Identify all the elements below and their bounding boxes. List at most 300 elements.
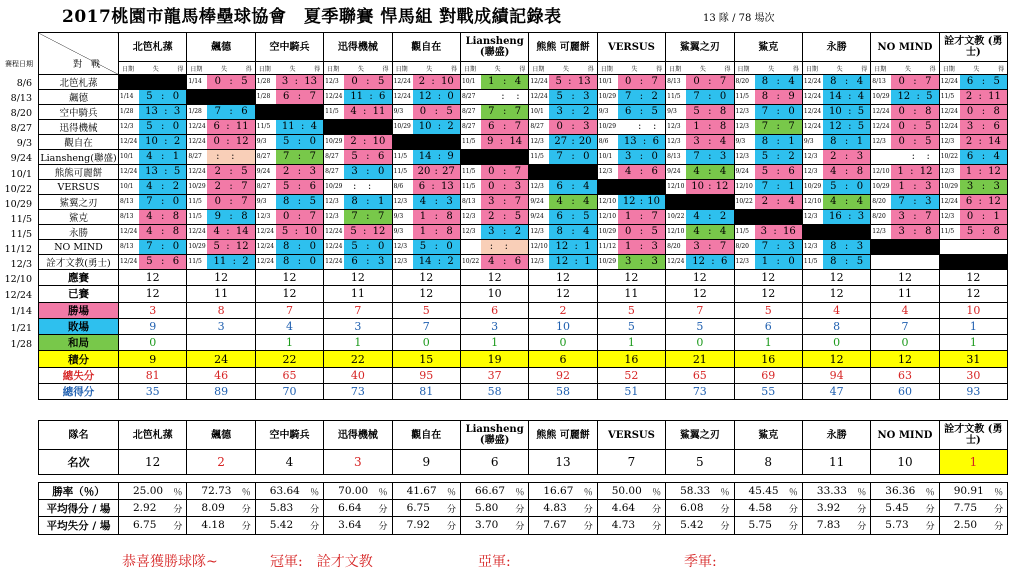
score-sep: : [229, 211, 233, 222]
score-sep: : [367, 181, 372, 192]
pct-unit: 分 [583, 521, 593, 532]
score-lose: 5 [555, 76, 562, 87]
sub-header [324, 62, 392, 75]
score-sep: : [434, 166, 438, 177]
match-date: 8/20 [666, 240, 686, 254]
score-win: 3 [857, 211, 865, 222]
match-date: 12/3 [529, 135, 549, 149]
champion-text: 冠軍: 詮才文教 [270, 554, 373, 570]
pct-unit: 分 [788, 521, 798, 532]
match-cell [597, 90, 665, 105]
score-win: 3 [583, 121, 590, 132]
match-cell [939, 120, 1007, 135]
pct-cell [255, 517, 323, 534]
score-sep: : [366, 151, 370, 162]
score-lose: 5 [830, 181, 837, 192]
match-date: 11/5 [461, 165, 481, 179]
pct-row [39, 483, 1008, 500]
lose-sub-label: 失 [357, 65, 364, 73]
match-score [276, 75, 323, 89]
pct-unit: 分 [446, 521, 456, 532]
match-cell [255, 240, 323, 255]
match-date: 12/24 [529, 90, 549, 104]
score-lose: 14 [418, 151, 432, 162]
stat-value: 16 [734, 351, 802, 367]
score-sep: : [981, 181, 986, 192]
score-win: 2 [172, 181, 180, 192]
schedule-date: 12/3 [10, 259, 32, 271]
pct-label: 平均失分 / 場 [39, 517, 119, 534]
match-cell [392, 165, 460, 180]
score-sep: : [844, 181, 849, 192]
date-sub-label: 日期 [874, 65, 887, 73]
row-team-name: 飆德 [39, 90, 119, 105]
score-sep: : [161, 181, 165, 192]
rank-value: 10 [871, 450, 939, 475]
match-cell [187, 255, 255, 270]
score-lose: 2 [350, 136, 357, 147]
pct-value: 6.75 [133, 518, 157, 531]
match-score [344, 165, 391, 179]
match-date: 9/3 [256, 135, 276, 149]
date-sub-label: 日期 [737, 65, 750, 73]
match-cell [187, 195, 255, 210]
match-cell [324, 210, 392, 225]
score-win: 0 [377, 166, 385, 177]
pct-unit: 分 [652, 504, 662, 515]
pct-unit: 分 [925, 521, 935, 532]
schedule-date: 10/29 [4, 198, 32, 210]
rank-team-name: Liansheng (聯盛) [460, 421, 528, 450]
score-lose: 5 [761, 166, 769, 177]
match-cell [324, 105, 392, 120]
match-cell [802, 150, 870, 165]
match-cell [529, 75, 597, 90]
match-cell [871, 120, 939, 135]
stat-value: 4 [871, 302, 939, 318]
match-cell [324, 75, 392, 90]
score-sep: : [913, 181, 917, 192]
win-sub-label: 得 [587, 65, 594, 73]
lose-sub-label: 失 [631, 65, 638, 73]
stat-value: 12 [255, 286, 323, 302]
match-date: 9/3 [393, 105, 413, 119]
match-score [139, 225, 186, 239]
date-sub-label: 日期 [122, 65, 135, 73]
match-date: 12/24 [256, 225, 276, 239]
match-date: 12/3 [735, 150, 755, 164]
pct-cell [666, 500, 734, 517]
team-header: 空中騎兵 [255, 33, 323, 62]
score-lose: 3 [556, 106, 563, 117]
match-score [891, 225, 938, 239]
score-sep: : [164, 136, 168, 147]
pct-unit: 分 [720, 521, 730, 532]
score-win: 4 [719, 166, 727, 177]
match-date: 12/3 [666, 120, 686, 134]
date-sub-label: 日期 [669, 65, 682, 73]
score-sep: : [711, 256, 715, 267]
score-win: 1 [172, 151, 180, 162]
match-cell [666, 135, 734, 150]
sub-header [187, 62, 255, 75]
lose-sub-label: 失 [563, 65, 570, 73]
score-win: 0 [309, 136, 316, 147]
match-score [344, 240, 391, 254]
lose-sub-label: 失 [768, 65, 775, 73]
ranking-table [38, 420, 1008, 475]
score-sep: : [639, 76, 644, 87]
pct-cell [802, 517, 870, 534]
match-score [276, 240, 323, 254]
match-score [823, 135, 870, 149]
self-cell [939, 255, 1007, 270]
corner-cell [39, 33, 119, 75]
match-score [139, 240, 186, 254]
match-score [891, 120, 938, 134]
score-win: 4 [856, 196, 864, 207]
match-cell [119, 180, 187, 195]
team-header: NO MIND [871, 33, 939, 62]
match-score [823, 90, 870, 104]
rank-value: 5 [666, 450, 734, 475]
score-win: 6 [720, 256, 728, 267]
match-cell [802, 165, 870, 180]
score-lose: 1 [419, 226, 427, 237]
score-win: 1 [856, 136, 864, 147]
pct-value: 16.67 [543, 484, 574, 497]
rank-value: 11 [802, 450, 870, 475]
match-cell [734, 180, 802, 195]
match-date: 10/29 [871, 90, 891, 104]
match-score [549, 210, 596, 224]
score-win: 6 [172, 256, 180, 267]
stat-value: 69 [734, 367, 802, 383]
match-cell [529, 90, 597, 105]
score-lose: 13 [145, 106, 158, 117]
pct-cell [392, 517, 460, 534]
score-lose: 7 [898, 196, 905, 207]
match-score [823, 180, 870, 194]
sub-header-row [39, 62, 1008, 75]
match-date: 8/6 [393, 180, 413, 194]
match-cell [187, 240, 255, 255]
win-sub-label: 得 [861, 65, 868, 73]
stat-value: 10 [529, 318, 597, 334]
match-score [344, 210, 391, 224]
score-win: 6 [309, 181, 316, 192]
stat-value: 9 [119, 318, 187, 334]
score-sep: : [571, 211, 575, 222]
sub-header [460, 62, 528, 75]
match-date: 10/29 [940, 180, 960, 194]
matrix-row [39, 165, 1008, 180]
score-lose: 2 [214, 181, 221, 192]
score-lose: 10 [691, 181, 704, 192]
match-score [207, 105, 254, 119]
match-score [276, 180, 323, 194]
score-lose: 8 [761, 91, 769, 102]
score-win: 6 [514, 256, 522, 267]
pct-value: 5.42 [680, 518, 704, 531]
score-sep: : [434, 211, 438, 222]
match-date: 8/13 [119, 195, 139, 209]
score-lose: : [489, 241, 494, 252]
match-score [207, 75, 254, 89]
match-cell [597, 150, 665, 165]
score-lose: 11 [350, 91, 364, 102]
score-sep: : [639, 196, 644, 207]
score-sep: : [362, 226, 367, 237]
match-date: 12/24 [324, 90, 344, 104]
rank-value: 7 [597, 450, 665, 475]
win-sub-label: 得 [382, 65, 389, 73]
score-win: 7 [309, 91, 316, 102]
score-lose: 12 [829, 121, 842, 132]
match-cell [460, 210, 528, 225]
score-sep: : [913, 211, 917, 222]
pct-unit: ％ [515, 487, 525, 498]
score-win: 8 [856, 166, 864, 177]
pct-cell [734, 483, 802, 500]
match-matrix [38, 32, 1008, 400]
match-score [549, 180, 596, 194]
score-lose: 2 [418, 76, 426, 87]
score-win: 7 [377, 211, 385, 222]
match-score [344, 225, 391, 239]
rank-team-name: 觀自在 [392, 421, 460, 450]
row-team-name: 北笆札蓀 [39, 75, 119, 90]
self-cell [802, 225, 870, 240]
pct-unit: 分 [173, 521, 183, 532]
score-lose: 16 [829, 211, 842, 222]
match-date: 11/5 [666, 90, 686, 104]
match-cell [802, 255, 870, 270]
match-score [960, 225, 1007, 239]
score-win: 8 [172, 226, 180, 237]
pct-value: 7.92 [406, 518, 430, 531]
matrix-row [39, 150, 1008, 165]
score-sep: : [297, 196, 302, 207]
matrix-row [39, 210, 1008, 225]
match-date: 10/29 [324, 135, 344, 149]
stat-label: 積分 [39, 351, 119, 367]
score-lose: 4 [146, 211, 153, 222]
score-sep: : [294, 226, 298, 237]
score-win: 0 [651, 151, 658, 162]
match-score [207, 120, 254, 134]
matrix-row [39, 75, 1008, 90]
schedule-date: 9/24 [10, 153, 32, 165]
match-cell [119, 150, 187, 165]
score-win: 8 [719, 106, 727, 117]
match-score [823, 120, 870, 134]
team-header: 熊熊 可麗餅 [529, 33, 597, 62]
match-cell [529, 105, 597, 120]
score-win: 6 [651, 166, 658, 177]
match-cell [597, 210, 665, 225]
schedule-date-header: 賽程日期 [5, 60, 33, 68]
match-cell [187, 210, 255, 225]
match-cell [119, 240, 187, 255]
score-lose: 0 [282, 211, 290, 222]
score-win: 7 [241, 196, 248, 207]
match-cell [187, 225, 255, 240]
pct-unit: ％ [446, 487, 456, 498]
stat-value: 12 [734, 270, 802, 286]
score-sep: : [229, 166, 233, 177]
pct-cell [460, 483, 528, 500]
score-win: 1 [788, 181, 795, 192]
score-win: 8 [925, 226, 932, 237]
pct-unit: 分 [446, 504, 456, 515]
win-sub-label: 得 [519, 65, 526, 73]
rank-team-name: 空中騎兵 [255, 421, 323, 450]
score-win: 5 [993, 76, 1000, 87]
score-sep: : [639, 106, 644, 117]
score-win: 5 [377, 76, 385, 87]
score-lose: 0 [488, 166, 495, 177]
match-score [344, 195, 391, 209]
percentage-table [38, 482, 1008, 535]
match-date: 11/5 [256, 120, 276, 134]
rank-team-name: 飆德 [187, 421, 255, 450]
schedule-date: 1/21 [10, 322, 32, 334]
score-sep: : [499, 136, 504, 147]
score-sep: : [639, 226, 644, 237]
score-lose: 1 [624, 211, 632, 222]
match-score [891, 150, 938, 164]
score-sep: : [226, 136, 230, 147]
pct-value: 33.33 [816, 484, 847, 497]
match-cell [597, 195, 665, 210]
pct-cell [802, 483, 870, 500]
match-date: 9/24 [735, 165, 755, 179]
score-sep: : [574, 256, 578, 267]
score-sep: : [434, 106, 438, 117]
score-lose: 11 [213, 256, 227, 267]
match-date: 10/1 [529, 105, 549, 119]
match-date: 1/28 [119, 105, 139, 119]
third-place-text: 季軍: [684, 554, 717, 570]
team-header: 飆德 [187, 33, 255, 62]
match-date: 10/29 [187, 180, 207, 194]
score-win: : [652, 121, 657, 132]
match-score [618, 225, 665, 239]
match-date: 12/3 [940, 135, 960, 149]
match-score [207, 255, 254, 269]
match-date: 12/24 [187, 120, 207, 134]
score-sep: : [642, 136, 647, 147]
match-date: 12/3 [393, 195, 413, 209]
pct-value: 63.64 [269, 484, 300, 497]
match-score [413, 150, 460, 164]
schedule-date: 12/24 [4, 290, 32, 302]
team-header: 觀自在 [392, 33, 460, 62]
match-cell [939, 225, 1007, 240]
score-lose: 0 [693, 76, 700, 87]
pct-cell [529, 500, 597, 517]
match-date: 9/3 [803, 135, 823, 149]
score-sep: : [226, 121, 230, 132]
schedule-date: 8/13 [10, 93, 32, 105]
score-win: 7 [514, 121, 522, 132]
stat-value: 12 [939, 270, 1007, 286]
score-sep: : [571, 181, 575, 192]
score-lose: 1 [897, 166, 904, 177]
match-score [344, 255, 391, 269]
match-score [207, 195, 254, 209]
match-score [823, 165, 870, 179]
score-sep: : [776, 136, 780, 147]
match-date: 12/3 [119, 120, 139, 134]
schedule-date: 1/28 [10, 338, 32, 350]
match-cell [460, 105, 528, 120]
match-score [207, 210, 254, 224]
stat-value: 12 [871, 270, 939, 286]
score-win: 5 [925, 136, 932, 147]
stat-value: 4 [255, 318, 323, 334]
rank-value: 9 [392, 450, 460, 475]
score-win: 0 [446, 241, 453, 252]
match-cell [392, 90, 460, 105]
match-cell [529, 255, 597, 270]
pct-unit: 分 [994, 504, 1004, 515]
match-date: 12/24 [871, 105, 891, 119]
score-lose: 7 [761, 106, 769, 117]
pct-value: 4.64 [611, 501, 636, 514]
score-sep: : [161, 241, 165, 252]
match-date: 12/10 [666, 180, 686, 194]
match-date: 12/3 [803, 210, 823, 224]
match-score [618, 255, 665, 269]
score-sep: : [297, 136, 302, 147]
match-cell [871, 75, 939, 90]
stat-value: 73 [324, 384, 392, 400]
match-cell [802, 195, 870, 210]
match-date: 11/5 [735, 90, 755, 104]
score-win: 5 [583, 211, 590, 222]
win-sub-label: 得 [450, 65, 457, 73]
score-sep: : [639, 91, 644, 102]
score-lose: 4 [350, 106, 357, 117]
match-cell [255, 165, 323, 180]
match-score [207, 135, 254, 149]
stat-value: 19 [460, 351, 528, 367]
match-score [276, 210, 323, 224]
match-cell [871, 150, 939, 165]
team-game-count: 13 隊 / 78 場次 [703, 13, 775, 24]
match-score [686, 240, 733, 254]
score-sep: : [776, 76, 780, 87]
team-header-row [39, 33, 1008, 62]
score-sep: : [708, 241, 712, 252]
score-sep: : [708, 181, 712, 192]
match-score [481, 225, 528, 239]
score-win: 2 [242, 256, 249, 267]
score-sep: : [776, 181, 780, 192]
rank-team-name: 鯊翼之刃 [666, 421, 734, 450]
pct-cell [939, 500, 1007, 517]
stat-row [39, 270, 1008, 286]
score-sep: : [369, 91, 373, 102]
pct-cell [119, 500, 187, 517]
match-cell [597, 225, 665, 240]
match-score [755, 105, 802, 119]
self-cell [324, 120, 392, 135]
score-lose: 2 [965, 136, 973, 147]
score-lose: 4 [693, 166, 700, 177]
